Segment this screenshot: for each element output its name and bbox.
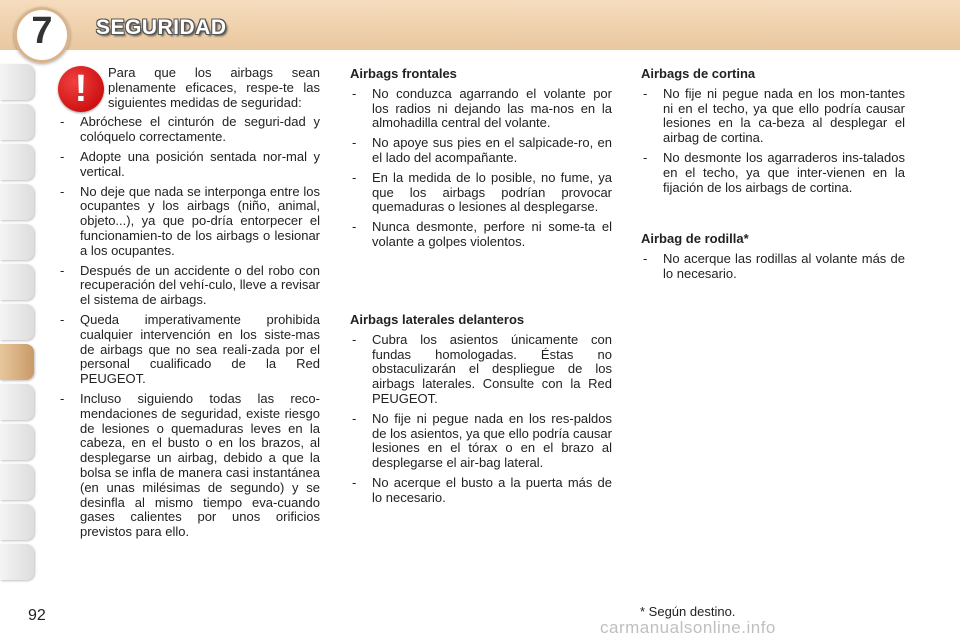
chapter-tab-active[interactable] [0,344,34,380]
list-item: - Queda imperativamente prohibida cualquier intervención en los siste-mas de airbags que no sea reali-zada por el personal cualificado de la Red PEUGEOT. [58,313,320,387]
laterales-section [350,313,612,511]
list-item: - Nunca desmonte, perfore ni some-ta el volante a golpes violentos. [350,220,612,250]
list-item: - Cubra los asientos únicamente con fundas homologadas. Éstas no obstaculizarán el despliegue de los airbags laterales. Consulte con la Red PEUGEOT. [350,333,612,407]
frontales-list [350,87,612,250]
chapter-tab[interactable] [0,224,34,260]
exclamation-icon: ! [58,66,104,112]
list-item: - No acerque las rodillas al volante más de lo necesario. [641,252,905,282]
list-item: - Incluso siguiendo todas las reco-mendaciones de seguridad, existe riesgo de lesiones o quemaduras leves en la cabeza, en el busto o en los brazos, al desplegarse un airbag, debido a que la bolsa se infla de manera casi instantánea (en unas milésimas de segundo) y se desinfla al mismo tiempo eva-cuando gases calientes por unos orificios previstos para ello. [58,392,320,540]
cortina-list [641,87,905,196]
rodilla-list [641,252,905,282]
chapter-tab[interactable] [0,504,34,540]
chapter-tab[interactable] [0,384,34,420]
list-item: - No desmonte los agarraderos ins-talados en el techo, ya que inter-vienen en la fijación de los airbags de cortina. [641,151,905,195]
chapter-tab[interactable] [0,304,34,340]
chapter-tab[interactable] [0,104,34,140]
chapter-tab[interactable] [0,264,34,300]
chapter-tab[interactable] [0,464,34,500]
list-item: - No fije ni pegue nada en los mon-tantes ni en el techo, ya que ello podría causar lesiones en la ca-beza al desplegar el airbag de cortina. [641,87,905,146]
safety-list [58,115,320,540]
rodilla-heading: Airbag de rodilla* [641,231,749,246]
rodilla-section [641,232,905,286]
laterales-list [350,333,612,506]
chapter-tabs [0,64,38,574]
chapter-tab[interactable] [0,424,34,460]
cortina-section [641,67,905,200]
list-item: - Adopte una posición sentada nor-mal y vertical. [58,150,320,180]
chapter-number: 7 [31,10,53,52]
chapter-tab[interactable] [0,64,34,100]
list-item: - No fije ni pegue nada en los res-paldos de los asientos, ya que ello podría causar lesiones en el tórax o en el brazo al desplegarse el air-bag lateral. [350,412,612,471]
list-item: - No deje que nada se interponga entre los ocupantes y los airbags (niño, animal, objeto...), ya que po-dría entorpecer el funcionamien-to de los airbags o lesionar a los ocupantes. [58,185,320,259]
list-item: - No conduzca agarrando el volante por los radios ni dejando las ma-nos en la almohadilla central del volante. [350,87,612,131]
chapter-tab[interactable] [0,184,34,220]
list-item: - No acerque el busto a la puerta más de lo necesario. [350,476,612,506]
chapter-tab[interactable] [0,144,34,180]
list-item: - En la medida de lo posible, no fume, ya que los airbags podrían provocar quemaduras o lesiones al desplegarse. [350,171,612,215]
list-item: - Abróchese el cinturón de seguri-dad y colóquelo correctamente. [58,115,320,145]
section-title: SEGURIDAD [96,16,227,39]
laterales-heading: Airbags laterales delanteros [350,312,525,327]
chapter-tab[interactable] [0,544,34,580]
chapter-badge [14,7,70,63]
page-number: 92 [28,607,46,624]
list-item: - No apoye sus pies en el salpicade-ro, en el lado del acompañante. [350,136,612,166]
frontales-section [350,67,612,255]
cortina-heading: Airbags de cortina [641,66,756,81]
list-item: - Después de un accidente o del robo con recuperación del vehí-culo, lleve a revisar el sistema de airbags. [58,264,320,308]
intro-text: Para que los airbags sean plenamente eficaces, respe-te las siguientes medidas de seguridad: [108,65,320,110]
watermark: carmanualsonline.info [600,618,776,637]
left-column [58,66,320,545]
frontales-heading: Airbags frontales [350,66,457,81]
footnote: * Según destino. [640,604,736,619]
